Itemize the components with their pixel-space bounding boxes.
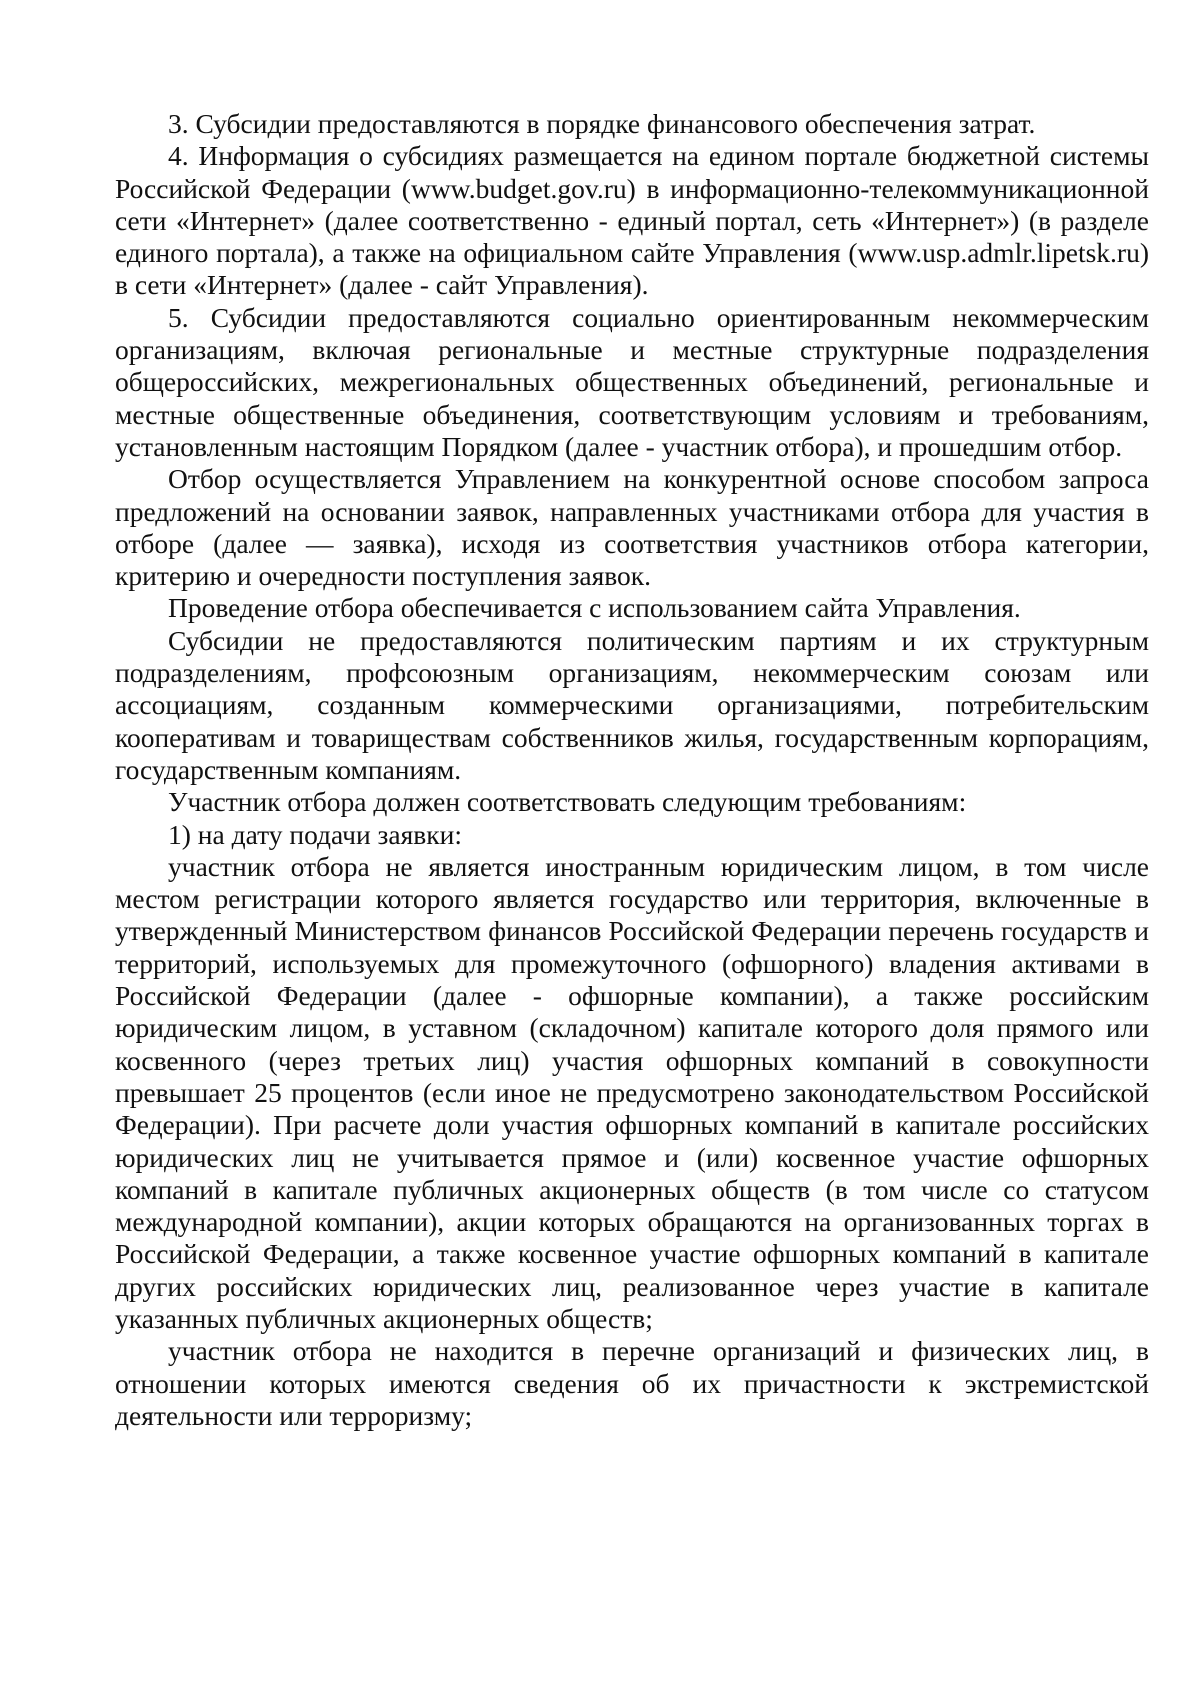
paragraph-selection-website: Проведение отбора обеспечивается с использованием сайта Управления.	[168, 592, 1021, 624]
paragraph-subsidy-recipients: 5. Субсидии предоставляются социально ориентированным некоммерческим организациям, включая региональные и местные структурные подразделения общероссийских, межрегиональных общественных объединений, региональные и местные общественные объединения, соответствующим условиям и требованиям, установленным настоящим Порядком (далее - участник отбора), и прошедшим отбор.	[115, 301, 1149, 462]
document-body	[115, 108, 1149, 1432]
paragraph-subsidy-information: 4. Информация о субсидиях размещается на едином портале бюджетной системы Российской Федерации (www.budget.gov.ru) в информационно-телекоммуникационной сети «Интернет» (далее соответственно - единый портал, сеть «Интернет») (в разделе единого портала), а также на официальном сайте Управления (www.usp.admlr.lipetsk.ru) в сети «Интернет» (далее - сайт Управления).	[115, 140, 1149, 301]
paragraph-requirements-intro: Участник отбора должен соответствовать следующим требованиям:	[168, 786, 967, 818]
paragraph-application-date: 1) на дату подачи заявки:	[168, 818, 462, 850]
paragraph-extremism-requirement: участник отбора не находится в перечне организаций и физических лиц, в отношении которых имеются сведения об их причастности к экстремистской деятельности или терроризму;	[115, 1335, 1149, 1431]
paragraph-excluded-organizations: Субсидии не предоставляются политическим партиям и их структурным подразделениям, профсоюзным организациям, некоммерческим союзам или ассоциациям, созданным коммерческими организациями, потребительским кооперативам и товариществам собственников жилья, государственным корпорациям, государственным компаниям.	[115, 624, 1149, 785]
paragraph-offshore-requirement: участник отбора не является иностранным юридическим лицом, в том числе местом регистрации которого является государство или территория, включенные в утвержденный Министерством финансов Российской Федерации перечень государств и территорий, используемых для промежуточного (офшорного) владения активами в Российской Федерации (далее - офшорные компании), а также российским юридическим лицом, в уставном (складочном) капитале которого доля прямого или косвенного (через третьих лиц) участия офшорных компаний в совокупности превышает 25 процентов (если иное не предусмотрено законодательством Российской Федерации). При расчете доли участия офшорных компаний в капитале российских юридических лиц не учитывается прямое и (или) косвенное участие офшорных компаний в капитале публичных акционерных обществ (в том числе со статусом международной компании), акции которых обращаются на организованных торгах в Российской Федерации, а также косвенное участие офшорных компаний в капитале других российских юридических лиц, реализованное через участие в капитале указанных публичных акционерных обществ;	[115, 850, 1149, 1334]
paragraph-selection-procedure: Отбор осуществляется Управлением на конкурентной основе способом запроса предложений на основании заявок, направленных участниками отбора для участия в отборе (далее — заявка), исходя из соответствия участников отбора категории, критерию и очередности поступления заявок.	[115, 463, 1149, 592]
paragraph-subsidy-financing: 3. Субсидии предоставляются в порядке финансового обеспечения затрат.	[168, 108, 1036, 139]
